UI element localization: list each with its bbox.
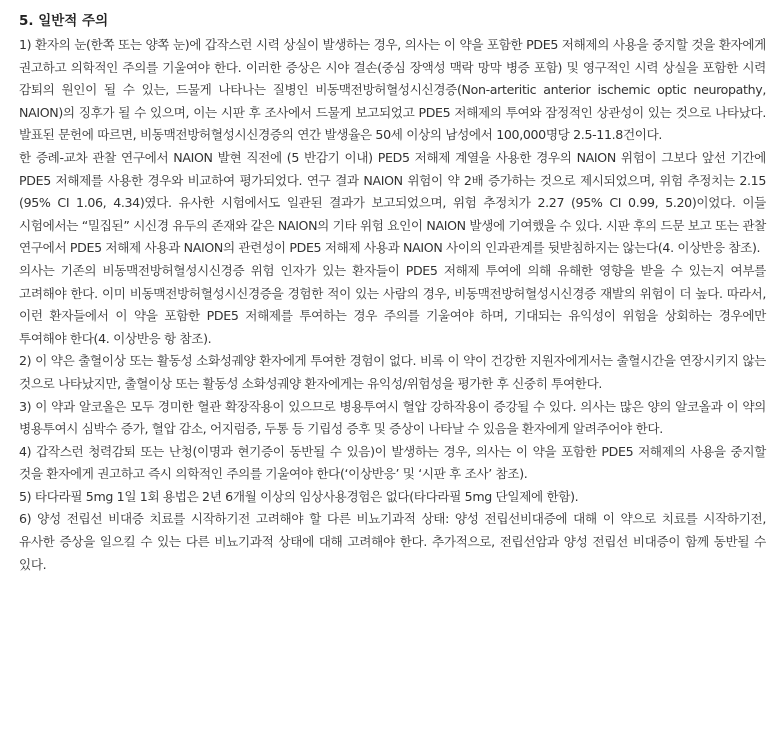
paragraph-1-vision-loss: 1) 환자의 눈(한쪽 또는 양쪽 눈)에 갑작스런 시력 상실이 발생하는 경우, 의사는 이 약을 포함한 PDE5 저해제의 사용을 중지할 것을 환자에게 권고하고 의학적인 주의를 기울여야 한다. 이러한 증상은 시야 결손(중심 장액성 맥락 망막 병증 포함) 및 영구적인 시력 상실을 포함한 시력 감퇴의 원인이 될 수 있는, 드물게 나타나는 질병인 비동맥전방허혈성시신경증(Non-arteritic anterior ischemic optic neuropathy, NAION)의 징후가 될 수 있으며, 이는 시판 후 조사에서 드물게 보고되었고 PDE5 저해제의 투여와 잠정적인 상관성이 있는 것으로 나타났다. 발표된 문헌에 따르면, 비동맥전방허혈성시신경증의 연간 발생율은 50세 이상의 남성에서 100,000명당 2.5-11.8건이다. bbox=[19, 37, 766, 143]
paragraph-naion-study: 한 증례-교차 관찰 연구에서 NAION 발현 직전에 (5 반감기 이내) PED5 저해제 계열을 사용한 경우의 NAION 위험이 그보다 앞선 기간에 PDE5 저해제를 사용한 경우와 비교하여 평가되었다. 연구 결과 NAION 위험이 약 2배 증가하는 것으로 제시되었으며, 위험 추정치는 2.15 (95% CI 1.06, 4.34)였다. 유사한 시험에서도 일관된 결과가 보고되었으며, 위험 추정치가 2.27 (95% CI 0.99, 5.20)이었다. 이들 시험에서는 “밀집된” 시신경 유두의 존재와 같은 NAION의 기타 위험 요인이 NAION 발생에 기여했을 수 있다. 시판 후의 드문 보고 또는 관찰 연구에서 PDE5 저해제 사용과 NAION의 관련성이 PDE5 저해제 사용과 NAION 사이의 인과관계를 뒷받침하지는 않는다(4. 이상반응 참조). bbox=[19, 149, 766, 256]
paragraph-2-bleeding: 2) 이 약은 출혈이상 또는 활동성 소화성궤양 환자에게 투여한 경험이 없다. 비록 이 약이 건강한 지원자에게서는 출혈시간을 연장시키지 않는 것으로 나타났지만, 출혈이상 또는 활동성 소화성궤양 환자에게는 유익성/위험성을 평가한 후 신중히 투여한다. bbox=[19, 353, 766, 391]
paragraph-naion-risk-factors: 의사는 기존의 비동맥전방허혈성시신경증 위험 인자가 있는 환자들이 PDE5 저해제 투여에 의해 유해한 영향을 받을 수 있는지 여부를 고려해야 한다. 이미 비동맥전방허혈성시신경증을 경험한 적이 있는 사람의 경우, 비동맥전방허혈성시신경증 재발의 위험이 더 높다. 따라서, 이런 환자들에서 이 약을 포함한 PDE5 저해제를 투여하는 경우 주의를 기울여야 하며, 기대되는 유익성이 위험을 상회하는 경우에만 투여해야 한다(4. 이상반응 항 참조). bbox=[19, 262, 766, 346]
section-title: 5. 일반적 주의 bbox=[19, 13, 109, 29]
paragraph-6-bph: 6) 양성 전립선 비대증 치료를 시작하기전 고려해야 할 다른 비뇨기과적 상태: 양성 전립선비대증에 대해 이 약으로 치료를 시작하기전, 유사한 증상을 일으킬 수 있는 다른 비뇨기과적 상태에 대해 고려해야 한다. 추가적으로, 전립선암과 양성 전립선 비대증이 함께 동반될 수 있다. bbox=[19, 511, 766, 572]
paragraph-4-hearing-loss: 4) 갑작스런 청력감퇴 또는 난청(이명과 현기증이 동반될 수 있음)이 발생하는 경우, 의사는 이 약을 포함한 PDE5 저해제의 사용을 중지할 것을 환자에게 권고하고 즉시 의학적인 주의를 기울여야 한다(‘이상반응’ 및 ‘시판 후 조사’ 참조). bbox=[19, 443, 767, 482]
paragraph-5-dosage-experience: 5) 타다라필 5mg 1일 1회 용법은 2년 6개월 이상의 임상사용경험은 없다(타다라필 5mg 단일제에 한함). bbox=[19, 488, 579, 504]
paragraph-3-alcohol: 3) 이 약과 알코올은 모두 경미한 혈관 확장작용이 있으므로 병용투여시 혈압 강하작용이 증강될 수 있다. 의사는 많은 양의 알코올과 이 약의 병용투여시 심박수 증가, 혈압 감소, 어지럼증, 두통 등 기립성 증후 및 증상이 나타날 수 있음을 환자에게 알려주어야 한다. bbox=[19, 398, 766, 437]
